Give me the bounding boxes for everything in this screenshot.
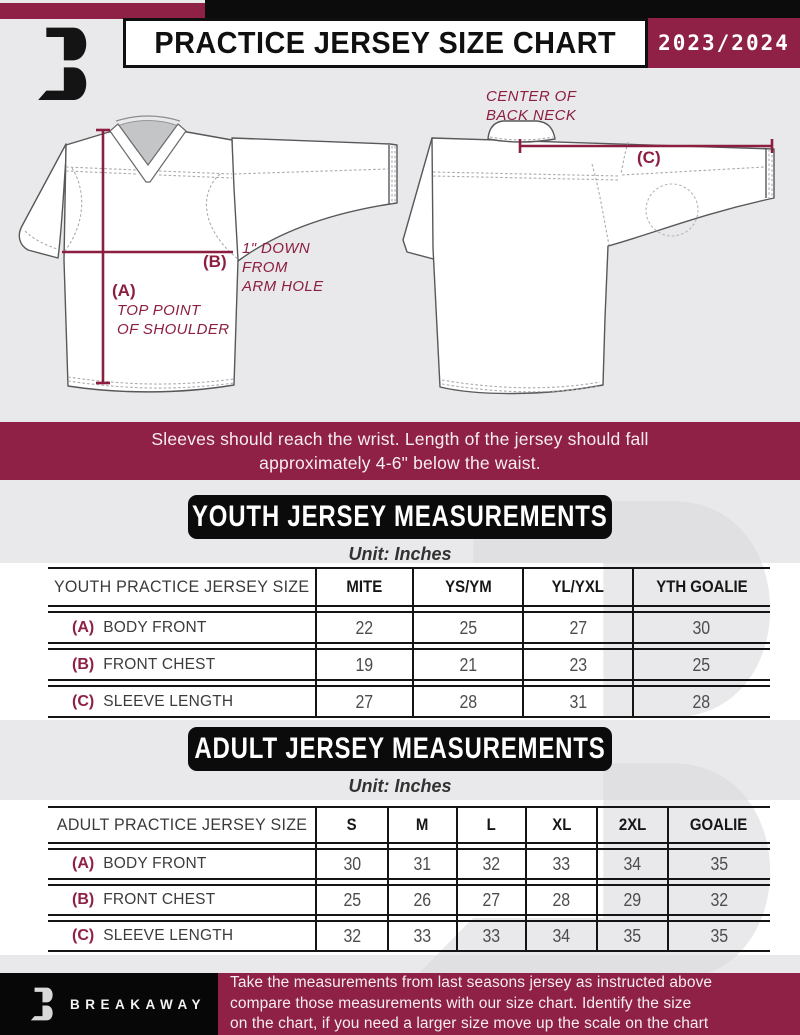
cell-value: 29 xyxy=(623,889,642,910)
footer-instruction-line-3: on the chart, if you need a larger size move up the scale on the chart xyxy=(230,1015,709,1033)
adult-col-header: L xyxy=(486,815,497,834)
row-label: FRONT CHEST xyxy=(103,891,216,908)
label-a: (A) xyxy=(112,281,136,300)
cell-value: 23 xyxy=(569,653,587,675)
label-b-caption-1: 1" DOWN xyxy=(242,240,311,257)
youth-row-sleeve-length xyxy=(48,685,770,718)
cell-value: 33 xyxy=(482,925,501,946)
fit-notice-banner xyxy=(0,422,800,480)
cell-value: 28 xyxy=(459,690,477,712)
row-label: BODY FRONT xyxy=(103,855,207,872)
youth-section-header xyxy=(188,495,612,539)
fit-notice-line-2: approximately 4-6" below the waist. xyxy=(259,452,541,473)
cell-value: 35 xyxy=(710,925,728,946)
youth-col-header: YS/YM xyxy=(444,577,492,596)
label-c: (C) xyxy=(637,148,661,167)
cell-value: 34 xyxy=(552,925,571,946)
top-accent-bar-black xyxy=(205,0,800,19)
cell-value: 30 xyxy=(692,616,711,638)
adult-col-header: GOALIE xyxy=(690,815,748,834)
cell-value: 27 xyxy=(482,889,501,910)
cell-value: 27 xyxy=(569,616,587,638)
label-a-caption-1: TOP POINT xyxy=(117,302,201,319)
fit-notice-line-1: Sleeves should reach the wrist. Length of the jersey should fall xyxy=(151,428,649,449)
season-label: 2023/2024 xyxy=(658,31,790,55)
adult-row-sleeve-length xyxy=(48,920,770,952)
cell-value: 32 xyxy=(710,889,728,910)
adult-size-table xyxy=(48,806,770,956)
adult-row-body-front xyxy=(48,848,770,880)
row-key: (B) xyxy=(72,655,95,673)
label-b: (B) xyxy=(203,252,227,271)
footer-instruction-line-1: Take the measurements from last seasons jersey as instructed above xyxy=(230,974,713,992)
cell-value: 35 xyxy=(623,925,642,946)
footer-brand-block xyxy=(0,973,218,1035)
youth-col-header: YTH GOALIE xyxy=(655,577,748,596)
cell-value: 25 xyxy=(343,889,361,910)
row-key: (A) xyxy=(72,855,95,872)
label-c-caption-2: BACK NECK xyxy=(486,107,577,124)
footer-instruction-line-2: compare those measurements with our size chart. Identify the size xyxy=(230,994,692,1012)
cell-value: 34 xyxy=(623,853,642,874)
adult-section-header xyxy=(188,727,612,771)
jersey-diagrams xyxy=(0,68,800,422)
row-label: FRONT CHEST xyxy=(103,655,216,673)
cell-value: 28 xyxy=(692,690,711,712)
top-accent-bar-maroon xyxy=(0,3,205,19)
adult-col-header: S xyxy=(347,815,357,834)
cell-value: 26 xyxy=(413,889,432,910)
footer-brand-name: BREAKAWAY xyxy=(70,996,207,1012)
season-badge xyxy=(648,18,800,68)
adult-col-header: ADULT PRACTICE JERSEY SIZE xyxy=(56,815,308,834)
cell-value: 21 xyxy=(459,653,477,675)
cell-value: 32 xyxy=(343,925,361,946)
footer-instructions xyxy=(218,973,800,1035)
youth-unit-label: Unit: Inches xyxy=(348,544,452,564)
row-key: (C) xyxy=(72,692,95,710)
row-key: (B) xyxy=(72,891,95,908)
adult-header-row xyxy=(48,806,770,844)
breakaway-b-logo-footer xyxy=(27,986,59,1023)
youth-row-front-chest xyxy=(48,648,770,681)
youth-row-body-front xyxy=(48,611,770,644)
cell-value: 32 xyxy=(482,853,501,874)
label-c-caption-1: CENTER OF xyxy=(486,88,577,105)
youth-section-title: YOUTH JERSEY MEASUREMENTS xyxy=(192,500,608,533)
label-b-caption-3: ARM HOLE xyxy=(242,278,324,295)
row-key: (C) xyxy=(72,927,95,944)
back-jersey-drawing xyxy=(403,121,774,394)
page-title: PRACTICE JERSEY SIZE CHART xyxy=(154,25,617,60)
adult-col-header: XL xyxy=(551,815,572,834)
breakaway-b-logo xyxy=(30,24,100,106)
cell-value: 19 xyxy=(355,653,374,675)
label-b-caption-2: FROM xyxy=(242,259,288,276)
cell-value: 27 xyxy=(355,690,374,712)
cell-value: 25 xyxy=(459,616,477,638)
cell-value: 33 xyxy=(413,925,432,946)
youth-col-header: YL/YXL xyxy=(551,577,605,596)
cell-value: 31 xyxy=(569,690,587,712)
adult-section-title: ADULT JERSEY MEASUREMENTS xyxy=(194,732,606,765)
youth-col-header: YOUTH PRACTICE JERSEY SIZE xyxy=(54,577,310,596)
cell-value: 25 xyxy=(692,653,711,675)
cell-value: 33 xyxy=(552,853,571,874)
youth-size-table xyxy=(48,567,770,722)
adult-unit-label: Unit: Inches xyxy=(348,776,452,796)
adult-col-header: 2XL xyxy=(618,815,647,834)
row-label: SLEEVE LENGTH xyxy=(103,927,234,944)
youth-col-header: MITE xyxy=(346,577,383,596)
cell-value: 28 xyxy=(552,889,571,910)
row-key: (A) xyxy=(72,618,95,636)
cell-value: 35 xyxy=(710,853,728,874)
row-label: BODY FRONT xyxy=(103,618,207,636)
cell-value: 31 xyxy=(413,853,432,874)
label-a-caption-2: OF SHOULDER xyxy=(117,321,230,338)
youth-header-row xyxy=(48,567,770,607)
adult-row-front-chest xyxy=(48,884,770,916)
title-box xyxy=(123,18,648,68)
row-label: SLEEVE LENGTH xyxy=(103,692,234,710)
cell-value: 30 xyxy=(343,853,361,874)
adult-col-header: M xyxy=(416,815,429,834)
cell-value: 22 xyxy=(355,616,374,638)
